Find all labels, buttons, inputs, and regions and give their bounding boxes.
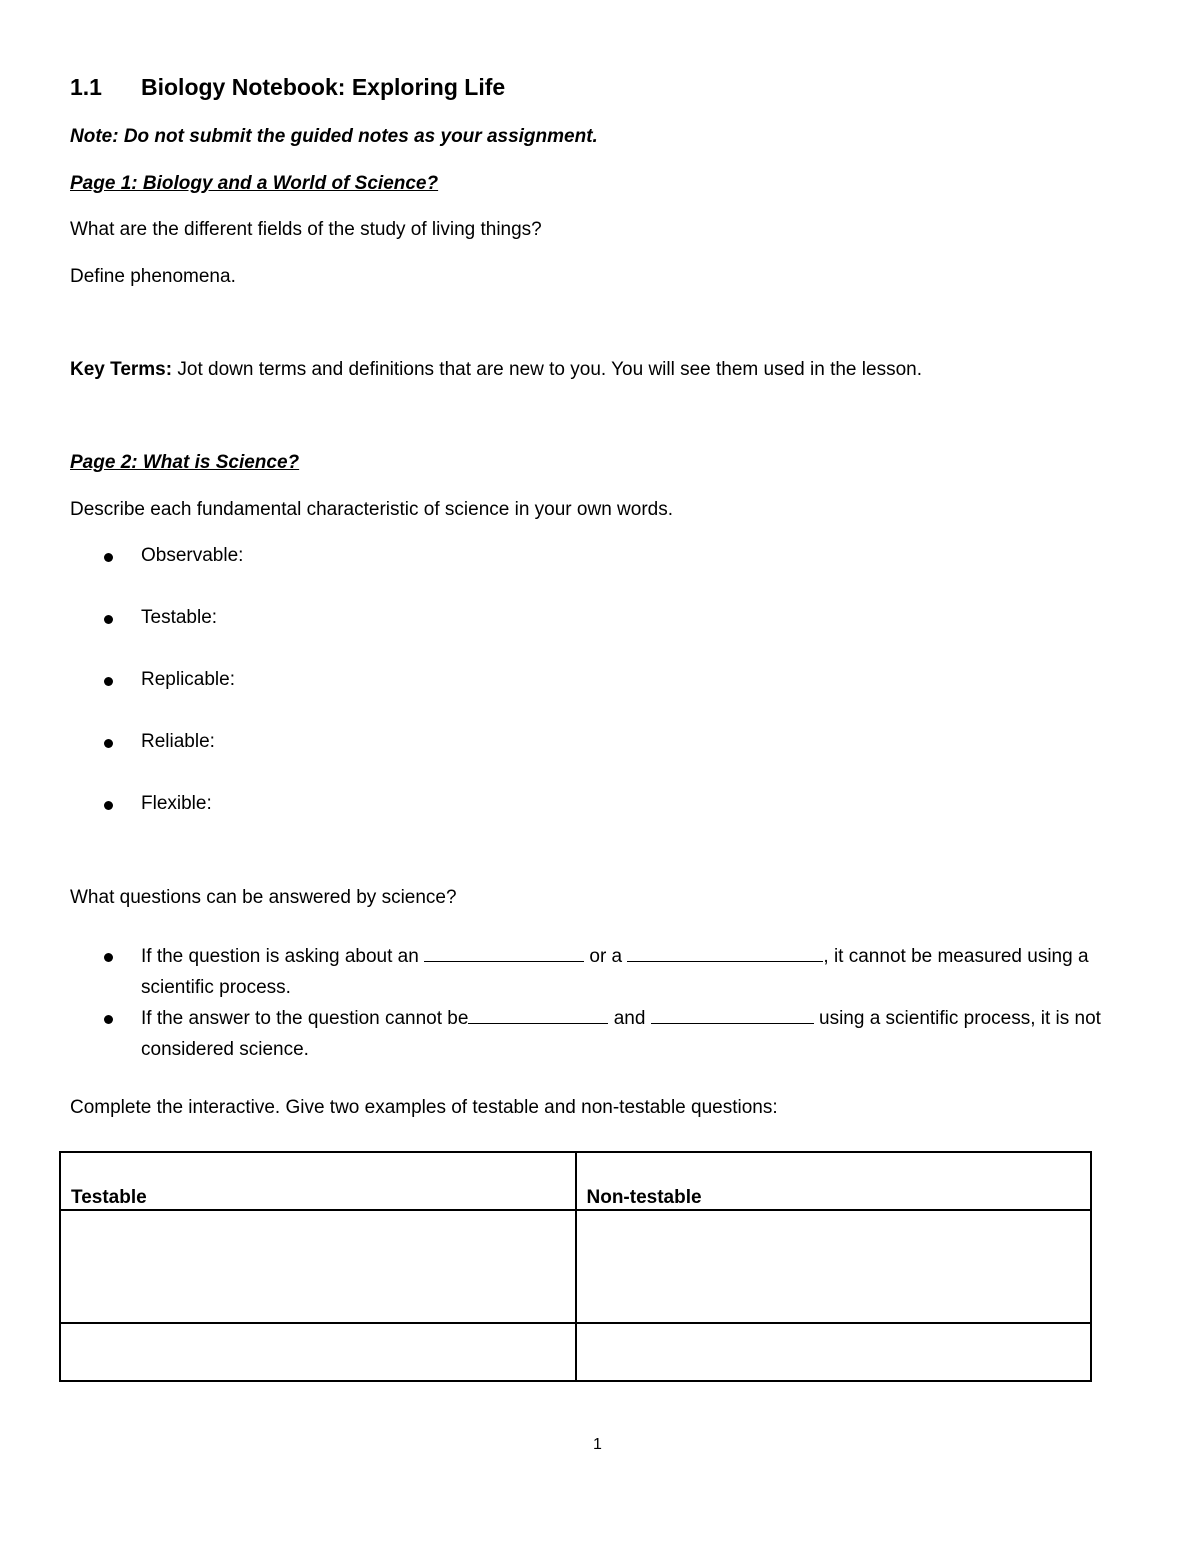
bullet1-part2: or a [584,946,628,967]
key-terms-text: Jot down terms and definitions that are new to you. You will see them used in the lesson. [172,359,922,380]
describe-prompt: Describe each fundamental characteristic of science in your own words. [70,499,674,520]
section-number: 1.1 [70,74,102,100]
characteristic-item: Observable: [141,545,244,566]
bullet-icon [104,677,113,686]
header-testable: Testable [60,1152,576,1210]
fill-in-bullet-2 [141,1003,1131,1065]
page1-heading: Page 1: Biology and a World of Science? [70,173,439,194]
header-non-testable: Non-testable [576,1152,1092,1210]
title-text: Biology Notebook: Exploring Life [141,74,506,100]
answer-cell[interactable] [576,1323,1092,1381]
characteristic-item: Flexible: [141,793,212,814]
table-row [60,1323,1091,1381]
fields-question: What are the different fields of the study of living things? [70,219,542,240]
page-number: 1 [593,1436,602,1453]
answer-cell[interactable] [60,1323,576,1381]
blank-field[interactable] [468,1005,608,1024]
characteristic-item: Testable: [141,607,218,628]
submission-note: Note: Do not submit the guided notes as your assignment. [70,126,598,147]
bullet1-part3: , it cannot be measured using a scientific process. [141,946,1089,998]
characteristic-item: Reliable: [141,731,215,752]
testable-questions-table [59,1151,1092,1382]
bullet-icon [104,553,113,562]
define-phenomena-question: Define phenomena. [70,266,236,287]
bullet2-part3: using a scientific process, it is not considered science. [141,1008,1101,1060]
document-title [70,74,505,101]
blank-field[interactable] [424,943,584,962]
characteristic-item: Replicable: [141,669,235,690]
key-terms-line [70,359,922,381]
bullet2-part2: and [608,1008,651,1029]
bullet-icon [104,615,113,624]
answer-cell[interactable] [576,1210,1092,1323]
blank-field[interactable] [627,943,823,962]
page2-heading: Page 2: What is Science? [70,452,300,473]
bullet-icon [104,953,113,962]
science-question: What questions can be answered by science? [70,887,457,908]
bullet-icon [104,739,113,748]
bullet1-part1: If the question is asking about an [141,946,425,967]
table-row [60,1210,1091,1323]
bullet2-part1: If the answer to the question cannot be [141,1008,469,1029]
bullet-icon [104,801,113,810]
bullet-icon [104,1015,113,1024]
fill-in-bullet-1 [141,941,1131,1003]
blank-field[interactable] [651,1005,814,1024]
key-terms-label: Key Terms: [70,359,173,380]
answer-cell[interactable] [60,1210,576,1323]
interactive-prompt: Complete the interactive. Give two examples of testable and non-testable questions: [70,1097,778,1118]
table-header-row [60,1152,1091,1210]
